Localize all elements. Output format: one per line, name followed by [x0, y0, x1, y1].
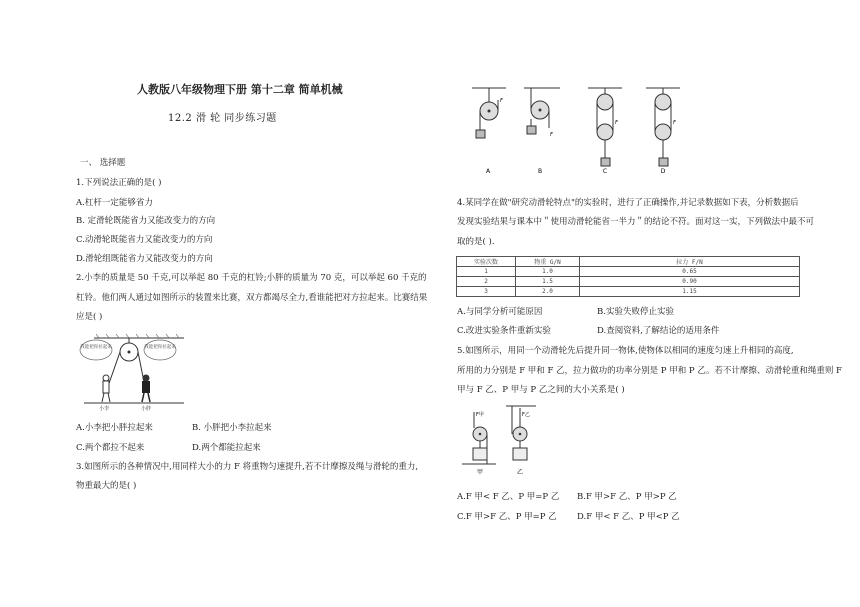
q5-option-d: D.F 甲< F 乙、P 甲<P 乙: [577, 512, 680, 522]
q3-label-b: B: [537, 168, 543, 175]
q1-stem: 1.下列说法正确的是( ): [76, 178, 162, 188]
q1-option-a: A.杠杆一定能够省力: [76, 198, 153, 208]
q2-name-left: 小李: [98, 406, 110, 412]
table-cell: 1: [457, 267, 516, 277]
q4-stem-line2: 发现实验结果与课本中＂使用动滑轮能省一半力＂的结论不符。面对这一实，下列做法中最不可: [457, 217, 815, 227]
q2-option-c: C.两个都拉不起来: [76, 443, 145, 453]
q3-force-d: F: [673, 120, 676, 126]
q5-label-right: 乙: [516, 469, 524, 476]
q5-stem-line1: 5.如图所示，用同一个动滑轮先后提升同一物体,使物体以相同的速度匀速上升相同的高度,: [457, 346, 794, 356]
table-row: [457, 267, 800, 277]
table-cell: 1.5: [516, 277, 580, 287]
q3-label-d: D: [660, 168, 666, 175]
document-title: 人教版八年级物理下册 第十二章 简单机械: [137, 83, 343, 96]
q4-option-b: B.实验失败停止实验: [597, 307, 674, 317]
lesson-subtitle: 12.2 滑 轮 同步练习题: [168, 113, 277, 124]
q4-stem-line1: 4.某同学在做"研究动滑轮特点"的实验时，进行了正确操作,并记录数据如下表，分析数据后: [457, 198, 799, 208]
q1-option-c: C.动滑轮既能省力又能改变力的方向: [76, 235, 213, 245]
q3-pulley-figures: [462, 84, 682, 176]
q3-stem-line2: 物重最大的是( ): [76, 481, 137, 491]
q5-stem-line2: 所用的力分别是 F 甲和 F 乙，拉力做功的功率分别是 P 甲和 P 乙。若不计摩擦、动滑轮重和绳重则 F: [457, 366, 842, 376]
table-cell: 0.65: [580, 267, 800, 277]
table-row: [457, 277, 800, 287]
q5-force-right: F乙: [522, 412, 530, 418]
table-header-row: [457, 257, 800, 267]
q3-force-c: F: [615, 120, 618, 126]
table-cell: 2: [457, 277, 516, 287]
q2-name-right: 小胖: [140, 406, 152, 412]
q4-stem-line3: 取的是( ).: [457, 237, 495, 247]
table-cell: 3: [457, 287, 516, 297]
q2-option-a: A.小李把小胖拉起来: [76, 423, 153, 433]
q3-force-a: F: [500, 98, 503, 104]
q5-pulley-figure: [456, 404, 546, 478]
q5-option-b: B.F 甲>F 乙、P 甲>P 乙: [577, 492, 677, 502]
q2-bubble-left: 我能把你拉起来: [80, 345, 112, 350]
q4-data-table: [456, 256, 800, 297]
q3-stem-line1: 3.如图所示的各种情况中,用同样大小的力 F 将重物匀速提升,若不计摩擦及绳与滑轮的重力,: [76, 462, 419, 472]
q2-pulley-figure: [74, 330, 194, 412]
q3-label-a: A: [485, 168, 491, 175]
q5-option-a: A.F 甲< F 乙、P 甲=P 乙: [457, 492, 560, 502]
q2-stem-line1: 2.小李的质量是 50 千克,可以举起 80 千克的杠铃;小胖的质量为 70 克，可以举起 60 千克的: [76, 273, 427, 283]
q2-stem-line3: 应是( ): [76, 312, 103, 322]
q4-option-d: D.查阅资料,了解结论的适用条件: [597, 326, 720, 336]
table-row: [457, 287, 800, 297]
q5-option-c: C.F 甲>F 乙、P 甲=P 乙: [457, 512, 557, 522]
table-cell: 0.90: [580, 277, 800, 287]
q5-force-left: F甲: [476, 412, 484, 418]
q3-label-c: C: [602, 168, 608, 175]
table-cell: 1.0: [516, 267, 580, 277]
table-header: 拉力 F/N: [580, 257, 800, 267]
q2-bubble-right: 我能把你拉起来: [144, 345, 176, 350]
section-heading: 一、 选择题: [80, 158, 126, 168]
q3-force-b: F: [550, 132, 553, 138]
q4-option-a: A.与同学分析可能原因: [457, 307, 543, 317]
q2-stem-line2: 杠铃。他们两人通过如图所示的装置来比赛，双方都竭尽全力,看谁能把对方拉起来。比赛结果: [76, 293, 428, 303]
q1-option-b: B. 定滑轮既能省力又能改变力的方向: [76, 216, 216, 226]
q2-option-d: D.两个都能拉起来: [192, 443, 261, 453]
q5-label-left: 甲: [476, 469, 484, 476]
table-header: 物重 G/N: [516, 257, 580, 267]
table-header: 实验次数: [457, 257, 516, 267]
q5-stem-line3: 甲与 F 乙、P 甲与 P 乙之间的大小关系是( ): [457, 385, 625, 395]
q4-option-c: C.改进实验条件重新实验: [457, 326, 551, 336]
table-cell: 2.0: [516, 287, 580, 297]
table-cell: 1.15: [580, 287, 800, 297]
q1-option-d: D.滑轮组既能省力又能改变力的方向: [76, 254, 213, 264]
q2-option-b: B. 小胖把小李拉起来: [192, 423, 272, 433]
